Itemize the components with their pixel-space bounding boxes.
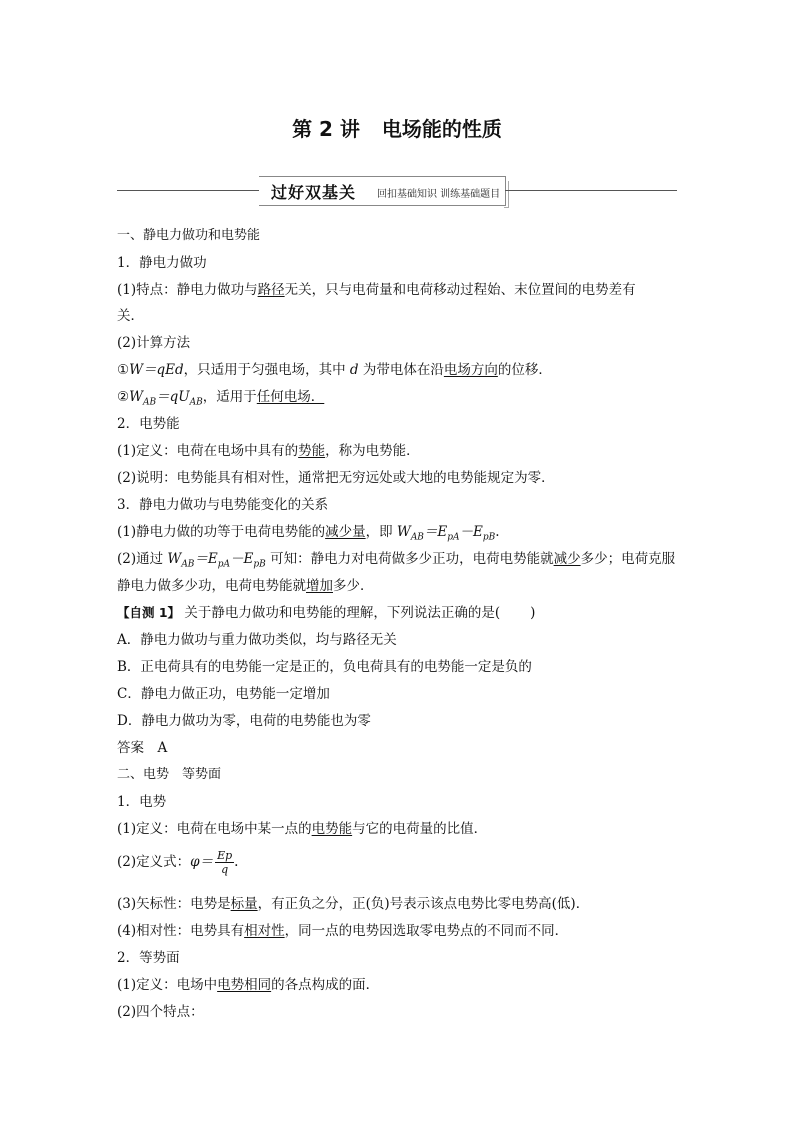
banner-rule-right: [505, 190, 677, 191]
banner-subtitle: 回扣基础知识 训练基础题目: [377, 189, 501, 200]
section-heading: 二、电势 等势面: [117, 767, 222, 782]
banner-title: 过好双基关: [271, 183, 357, 202]
key-term: 电势相同: [217, 977, 272, 993]
quiz-option-c: C．静电力做正功，电势能一定增加: [117, 686, 330, 702]
paragraph: (1)静电力做的功等于电荷电势能的减少量，即 $W_{AB}=E_{pA}-E_{pB}$.: [117, 524, 500, 543]
paragraph: (4)相对性：电势具有相对性，同一点的电势因选取零电势点的不同而不同．: [117, 923, 569, 939]
quiz-option-a: A．静电力做功与重力做功类似，均与路径无关: [117, 632, 397, 648]
key-term: 相对性: [244, 923, 285, 939]
subsection-heading: 2．等势面: [117, 950, 180, 966]
key-term: 任何电场．: [256, 389, 325, 405]
paragraph: (1)定义：电荷在电场中具有的势能，称为电势能．: [117, 443, 420, 459]
banner-rule-left: [117, 190, 259, 191]
page-title: [0, 113, 794, 142]
key-term: 标量: [230, 896, 258, 912]
quiz-option-d: D．静电力做功为零，电荷的电势能也为零: [117, 713, 371, 729]
definition-formula: (2)定义式：φ＝ $\frac{Ep}{q}$ .: [117, 849, 239, 876]
paragraph: (1)定义：电场中电势相同的各点构成的面．: [117, 977, 380, 993]
paragraph: (2)通过 $W_{AB}=E_{pA}-E_{pB}$ 可知：静电力对电荷做多少正功，电荷电势能就减少多少；电荷克服: [117, 551, 676, 570]
paragraph: (1)定义：电荷在电场中某一点的电势能与它的电荷量的比值．: [117, 821, 488, 837]
section-heading: 一、静电力做功和电势能: [117, 228, 261, 243]
key-term: 路径: [257, 282, 285, 298]
banner-box: [259, 176, 506, 206]
subsection-heading: 1．静电力做功: [117, 255, 207, 271]
key-term: 增加: [306, 578, 333, 594]
quiz-answer: 答案 A: [117, 740, 168, 756]
formula-line: ①W＝qEd，只适用于匀强电场，其中 d 为带电体在沿电场方向的位移．: [117, 362, 552, 378]
lesson-number: 第 2 讲: [292, 117, 360, 141]
key-term: 电势能: [311, 821, 353, 837]
paragraph: (1)特点：静电力做功与路径无关，只与电荷量和电荷移动过程始、末位置间的电势差有: [117, 282, 636, 298]
quiz-tag: 【自测 1】: [117, 605, 181, 620]
subsection-heading: 3．静电力做功与电势能变化的关系: [117, 497, 329, 513]
lesson-title: 电场能的性质: [381, 117, 502, 141]
paragraph: (2)四个特点：: [117, 1004, 204, 1020]
formula: W＝qEd: [129, 362, 184, 378]
key-term: 减少量: [325, 524, 366, 540]
quiz-question: 【自测 1】 关于静电力做功和电势能的理解，下列说法正确的是( ): [117, 605, 536, 621]
fraction: $\frac{Ep}{q}$: [217, 849, 233, 876]
paragraph: (3)矢标性：电势是标量，有正负之分，正(负)号表示该点电势比零电势高(低)．: [117, 896, 590, 912]
section-banner: [117, 176, 677, 208]
key-term: 电场方向: [443, 362, 498, 378]
paragraph-cont: 静电力做多少功，电荷电势能就增加多少．: [117, 578, 374, 594]
subsection-heading: 2．电势能: [117, 416, 180, 432]
paragraph-cont: 关．: [117, 308, 144, 324]
key-term: 势能: [298, 443, 326, 459]
paragraph: (2)说明：电势能具有相对性，通常把无穷远处或大地的电势能规定为零．: [117, 470, 555, 486]
paragraph: (2)计算方法: [117, 335, 191, 351]
subsection-heading: 1．电势: [117, 794, 167, 810]
quiz-option-b: B．正电荷具有的电势能一定是正的，负电荷具有的电势能一定是负的: [117, 659, 532, 675]
key-term: 减少: [553, 551, 581, 567]
formula-line: $②W_{AB}=qU_{AB}$，适用于任何电场．: [117, 389, 325, 408]
